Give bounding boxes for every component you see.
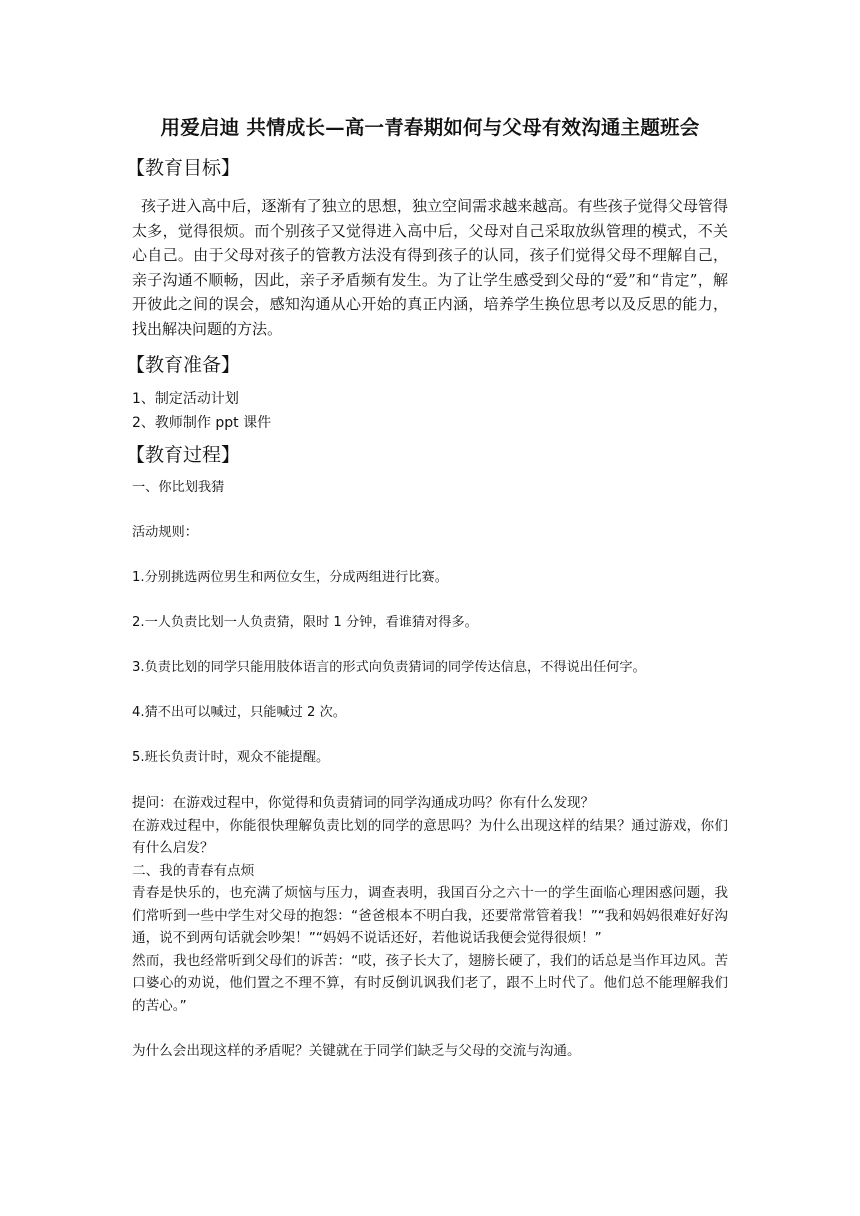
rule-item-2: 2.一人负责比划一人负责猜，限时 1 分钟，看谁猜对得多。 xyxy=(132,615,478,630)
rule-item-4: 4.猜不出可以喊过，只能喊过 2 次。 xyxy=(132,705,346,720)
question-1: 提问：在游戏过程中，你觉得和负责猜词的同学沟通成功吗？你有什么发现？ xyxy=(132,795,595,811)
rule-item-5: 5.班长负责计时，观众不能提醒。 xyxy=(132,750,330,765)
part2-paragraph-2: 然而，我也经常听到父母们的诉苦：“哎，孩子长大了，翅膀长硬了，我们的话总是当作耳边风。苦口婆心的劝说，他们置之不理不算，有时反倒讥讽我们老了，跟不上时代了。他们总不能理解我们的苦心。” xyxy=(132,952,728,1014)
prep-item-1: 1、制定活动计划 xyxy=(132,391,239,407)
heading-education-prep: 【教育准备】 xyxy=(126,354,241,376)
goal-paragraph: 孩子进入高中后，逐渐有了独立的思想，独立空间需求越来越高。有些孩子觉得父母管得太多，觉得很烦。而个别孩子又觉得进入高中后，父母对自己采取放纵管理的模式，不关心自己。由于父母对孩子的管教方法没有得到孩子的认同，孩子们觉得父母不理解自己，亲子沟通不顺畅，因此，亲子矛盾频有发生。为了让学生感受到父母的“爱”和“肯定”，解开彼此之间的误会，感知沟通从心开始的真正内涵，培养学生换位思考以及反思的能力，找出解决问题的方法。 xyxy=(132,197,728,338)
part2-paragraph-3: 为什么会出现这样的矛盾呢？关键就在于同学们缺乏与父母的交流与沟通。 xyxy=(132,1043,581,1059)
heading-education-goal: 【教育目标】 xyxy=(126,157,241,179)
prep-item-2: 2、教师制作 ppt 课件 xyxy=(132,415,272,431)
rules-label: 活动规则： xyxy=(132,525,198,540)
heading-education-process: 【教育过程】 xyxy=(126,444,241,466)
document-title: 用爱启迪 共情成长—高一青春期如何与父母有效沟通主题班会 xyxy=(160,116,700,139)
part1-title: 一、你比划我猜 xyxy=(132,480,225,495)
rule-item-3: 3.负责比划的同学只能用肢体语言的形式向负责猜词的同学传达信息，不得说出任何字。 xyxy=(132,660,646,675)
part2-paragraph-1: 青春是快乐的，也充满了烦恼与压力，调查表明，我国百分之六十一的学生面临心理困惑问题，我们常听到一些中学生对父母的抱怨：“爸爸根本不明白我，还要常常管着我！”“我和妈妈很难好好沟通，说不到两句话就会吵架！”“妈妈不说话还好，若他说话我便会觉得很烦！” xyxy=(132,885,728,946)
rule-item-1: 1.分别挑选两位男生和两位女生，分成两组进行比赛。 xyxy=(132,570,448,585)
question-2: 在游戏过程中，你能很快理解负责比划的同学的意思吗？为什么出现这样的结果？通过游戏，你们有什么启发？ xyxy=(132,817,728,856)
part2-title: 二、我的青春有点烦 xyxy=(132,862,255,879)
